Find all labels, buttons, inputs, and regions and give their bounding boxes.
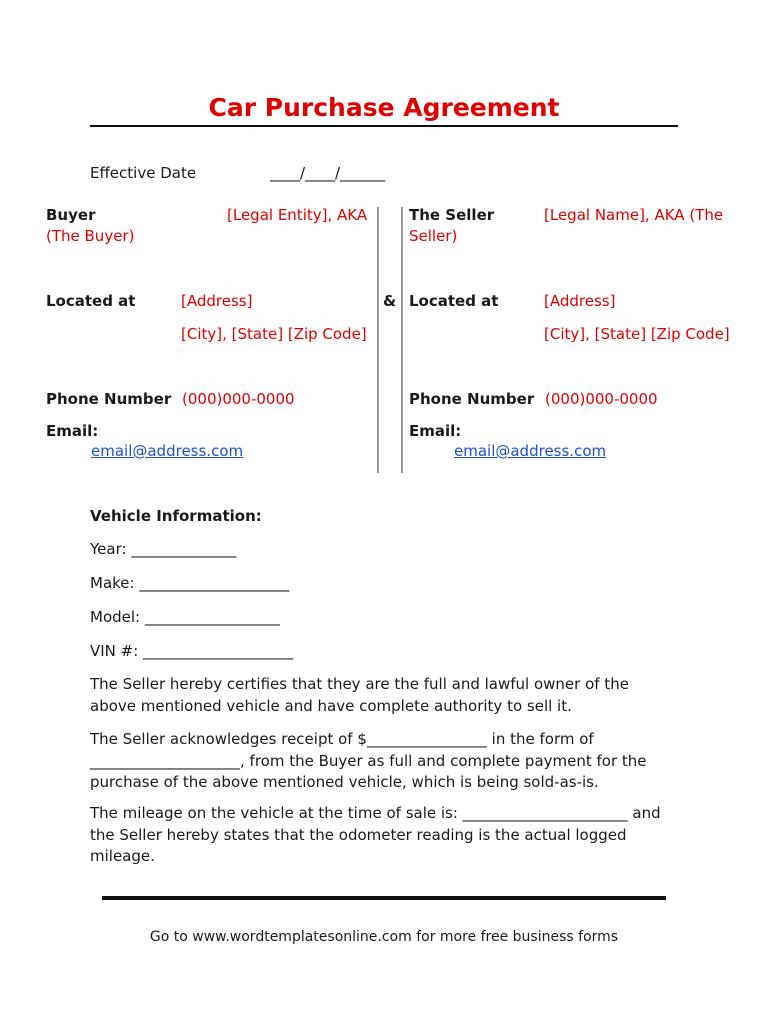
buyer-email-label: Email:	[46, 422, 99, 440]
seller-email-label: Email:	[409, 422, 462, 440]
vehicle-year-field: Year: ______________	[90, 540, 237, 558]
buyer-city-state-zip: [City], [State] [Zip Code]	[181, 325, 367, 343]
ownership-paragraph	[90, 674, 682, 717]
title-underline	[90, 125, 678, 127]
mileage-line-2: the Seller hereby states that the odometer reading is the actual logged	[90, 825, 627, 844]
vehicle-model-field: Model: __________________	[90, 608, 280, 626]
seller-email-link[interactable]: email@address.com	[454, 442, 607, 460]
seller-located-label: Located at	[409, 292, 499, 310]
payment-line-1: The Seller acknowledges receipt of $________________ in the form of	[90, 730, 594, 748]
buyer-address: [Address]	[181, 292, 253, 310]
mileage-line-1: The mileage on the vehicle at the time of sale is: ______________________ and	[90, 804, 661, 822]
ownership-line-2: above mentioned vehicle and have complete authority to sell it.	[90, 696, 572, 715]
footer-divider	[102, 896, 666, 900]
seller-entity-line2: Seller)	[409, 227, 458, 245]
vehicle-make-field: Make: ____________________	[90, 574, 290, 592]
buyer-phone: (000)000-0000	[182, 390, 295, 408]
buyer-entity-line2: (The Buyer)	[46, 227, 135, 245]
vehicle-info-heading: Vehicle Information:	[90, 507, 262, 525]
seller-address: [Address]	[544, 292, 616, 310]
payment-paragraph	[90, 729, 682, 794]
buyer-heading: Buyer	[46, 206, 96, 224]
buyer-email-link[interactable]: email@address.com	[91, 442, 244, 460]
effective-date-label: Effective Date	[90, 164, 197, 182]
seller-heading: The Seller	[409, 206, 495, 224]
mileage-line-3: mileage.	[90, 847, 155, 865]
footer-note: Go to www.wordtemplatesonline.com for more free business forms	[149, 929, 619, 945]
column-divider-left	[377, 207, 379, 473]
seller-phone: (000)000-0000	[545, 390, 658, 408]
seller-phone-label: Phone Number	[409, 390, 535, 408]
seller-entity-line1: [Legal Name], AKA (The	[544, 206, 724, 224]
payment-line-3: purchase of the above mentioned vehicle, which is being sold-as-is.	[90, 773, 599, 791]
effective-date-blank: ____/____/______	[270, 164, 386, 182]
document-title: Car Purchase Agreement	[208, 93, 560, 122]
mileage-paragraph	[90, 803, 682, 868]
buyer-phone-label: Phone Number	[46, 390, 172, 408]
payment-line-2: ____________________, from the Buyer as full and complete payment for the	[90, 751, 647, 770]
column-divider-right	[401, 207, 403, 473]
ampersand: &	[383, 292, 397, 310]
vehicle-vin-field: VIN #: ____________________	[90, 642, 294, 660]
buyer-located-label: Located at	[46, 292, 136, 310]
buyer-entity-line1: [Legal Entity], AKA	[227, 206, 368, 224]
ownership-line-1: The Seller hereby certifies that they are the full and lawful owner of the	[90, 675, 629, 693]
seller-city-state-zip: [City], [State] [Zip Code]	[544, 325, 730, 343]
